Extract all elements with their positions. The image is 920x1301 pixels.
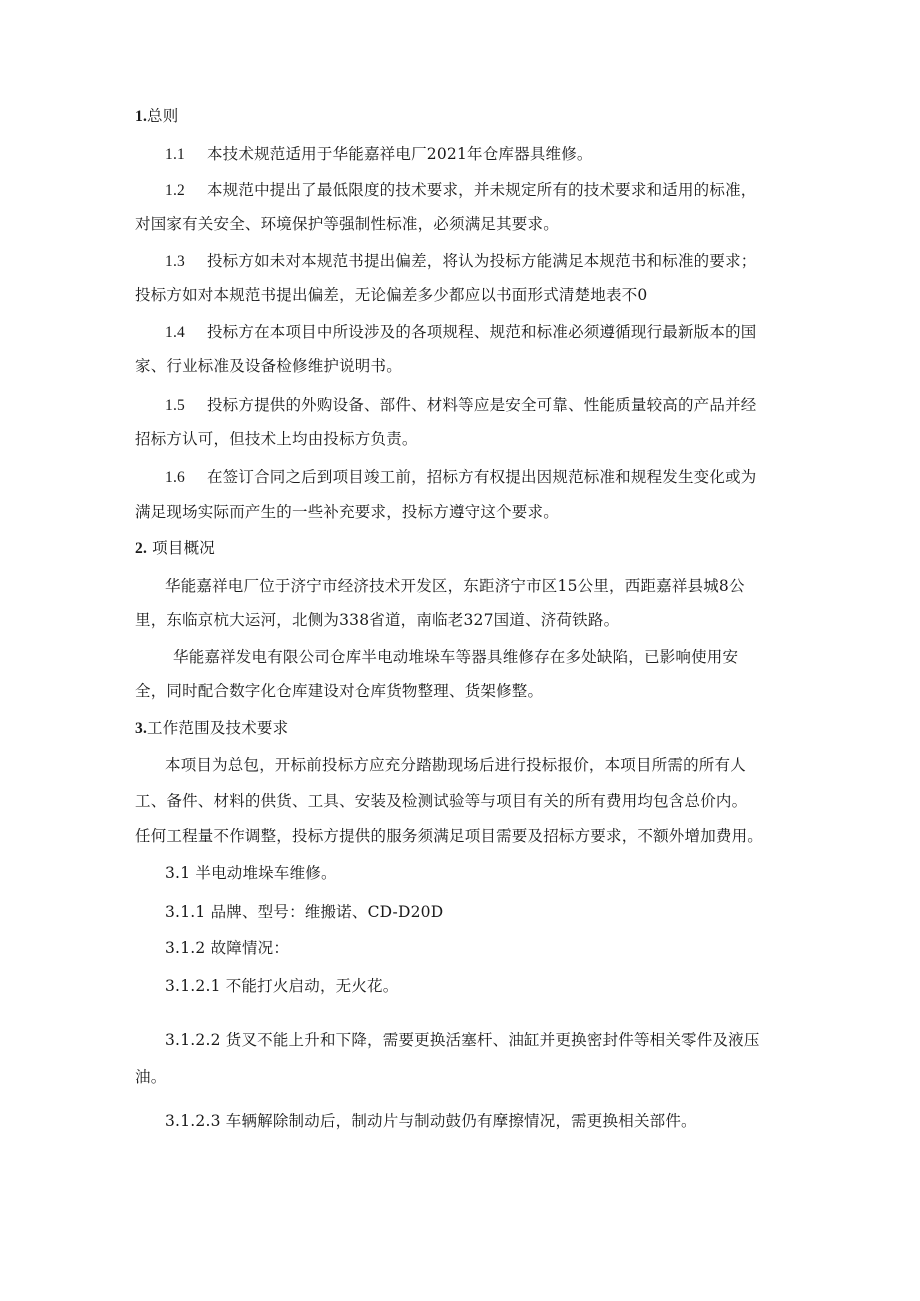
subitem-text: 3.1.2 故障情况： (165, 939, 290, 957)
clause-1-6 (165, 467, 757, 488)
subitem-3-1-2 (165, 938, 289, 958)
paragraph-text: 工、备件、材料的供货、工具、安装及检测试验等与项目有关的所有费用均包含总价内。 (135, 792, 748, 810)
paragraph-text: 华能嘉祥电厂位于济宁市经济技术开发区，东距济宁市区15公里，西距嘉祥县城8公 (165, 577, 745, 595)
clause-number: 1.5 (165, 397, 185, 414)
clause-number: 1.6 (165, 469, 185, 486)
section-1-heading (135, 106, 178, 127)
section-2-number: 2. (135, 540, 148, 557)
clause-1-2-cont (135, 214, 559, 234)
scope-paragraph (165, 755, 746, 775)
clause-number: 1.4 (165, 324, 185, 341)
clause-number: 1.3 (165, 253, 185, 270)
clause-text: 本技术规范适用于华能嘉祥电厂2021年仓库器具维修。 (206, 145, 593, 163)
overview-paragraph-1-cont (135, 610, 619, 630)
subitem-text: 3.1.1 品牌、型号：维搬诺、CD-D20D (165, 903, 444, 921)
overview-paragraph-2 (173, 647, 738, 667)
clause-1-4-cont (135, 356, 402, 376)
paragraph-text: 任何工程量不作调整，投标方提供的服务须满足项目需要及招标方要求，不额外增加费用。 (135, 827, 764, 845)
clause-1-1 (165, 144, 593, 165)
section-1-title: 总则 (147, 107, 179, 125)
section-3-title: 工作范围及技术要求 (147, 719, 289, 737)
subitem-text: 3.1.2.2 货叉不能上升和下降，需要更换活塞杆、油缸并更换密封件等相关零件及液压 (165, 1031, 760, 1049)
scope-paragraph-cont-2 (135, 826, 763, 846)
subitem-3-1 (165, 863, 337, 883)
clause-1-6-cont (135, 502, 559, 522)
subitem-3-1-2-2 (165, 1030, 760, 1050)
clause-text: 在签订合同之后到项目竣工前，招标方有权提出因规范标准和规程发生变化或为 (206, 468, 757, 486)
scope-paragraph-cont-1 (135, 791, 747, 811)
section-2-title: 项目概况 (152, 539, 215, 557)
paragraph-text: 华能嘉祥发电有限公司仓库半电动堆垛车等器具维修存在多处缺陷，已影响使用安 (173, 648, 739, 666)
section-2-heading (135, 538, 215, 559)
clause-text: 满足现场实际而产生的一些补充要求，投标方遵守这个要求。 (135, 503, 559, 521)
clause-1-5 (165, 395, 757, 416)
clause-text: 投标方提供的外购设备、部件、材料等应是安全可靠、性能质量较高的产品并经 (206, 396, 757, 414)
subitem-text: 油。 (135, 1068, 167, 1086)
subitem-text: 3.1.2.1 不能打火启动，无火花。 (165, 977, 399, 995)
section-3-number: 3. (135, 720, 148, 737)
clause-text: 投标方如未对本规范书提出偏差，将认为投标方能满足本规范书和标准的要求； (206, 252, 757, 270)
subitem-text: 3.1.2.3 车辆解除制动后，制动片与制动鼓仍有摩擦情况，需更换相关部件。 (165, 1112, 697, 1130)
clause-1-3-cont (135, 285, 647, 305)
subitem-text: 3.1 半电动堆垛车维修。 (165, 864, 337, 882)
overview-paragraph-2-cont (135, 681, 543, 701)
clause-number: 1.1 (165, 146, 185, 163)
clause-text: 投标方在本项目中所设涉及的各项规程、规范和标准必须遵循现行最新版本的国 (206, 323, 757, 341)
subitem-3-1-1 (165, 902, 443, 922)
clause-text: 投标方如对本规范书提出偏差，无论偏差多少都应以书面形式清楚地表不0 (135, 286, 648, 304)
clause-text: 招标方认可，但技术上均由投标方负责。 (135, 430, 418, 448)
subitem-3-1-2-2-cont (135, 1067, 166, 1087)
subitem-3-1-2-1 (165, 976, 398, 996)
clause-1-4 (165, 322, 757, 343)
clause-1-5-cont (135, 429, 418, 449)
section-1-number: 1. (135, 108, 148, 125)
paragraph-text: 里，东临京杭大运河，北侧为338省道，南临老327国道、济荷铁路。 (135, 611, 620, 629)
clause-number: 1.2 (165, 182, 185, 199)
clause-text: 对国家有关安全、环境保护等强制性标准，必须满足其要求。 (135, 215, 559, 233)
clause-text: 本规范中提出了最低限度的技术要求，并未规定所有的技术要求和适用的标准， (206, 181, 757, 199)
section-3-heading (135, 718, 288, 739)
clause-1-2 (165, 180, 757, 201)
paragraph-text: 全，同时配合数字化仓库建设对仓库货物整理、货架修整。 (135, 682, 544, 700)
subitem-3-1-2-3 (165, 1111, 697, 1131)
clause-text: 家、行业标准及设备检修维护说明书。 (135, 357, 402, 375)
paragraph-text: 本项目为总包，开标前投标方应充分踏勘现场后进行投标报价，本项目所需的所有人 (165, 756, 746, 774)
clause-1-3 (165, 251, 757, 272)
overview-paragraph-1 (165, 576, 745, 596)
